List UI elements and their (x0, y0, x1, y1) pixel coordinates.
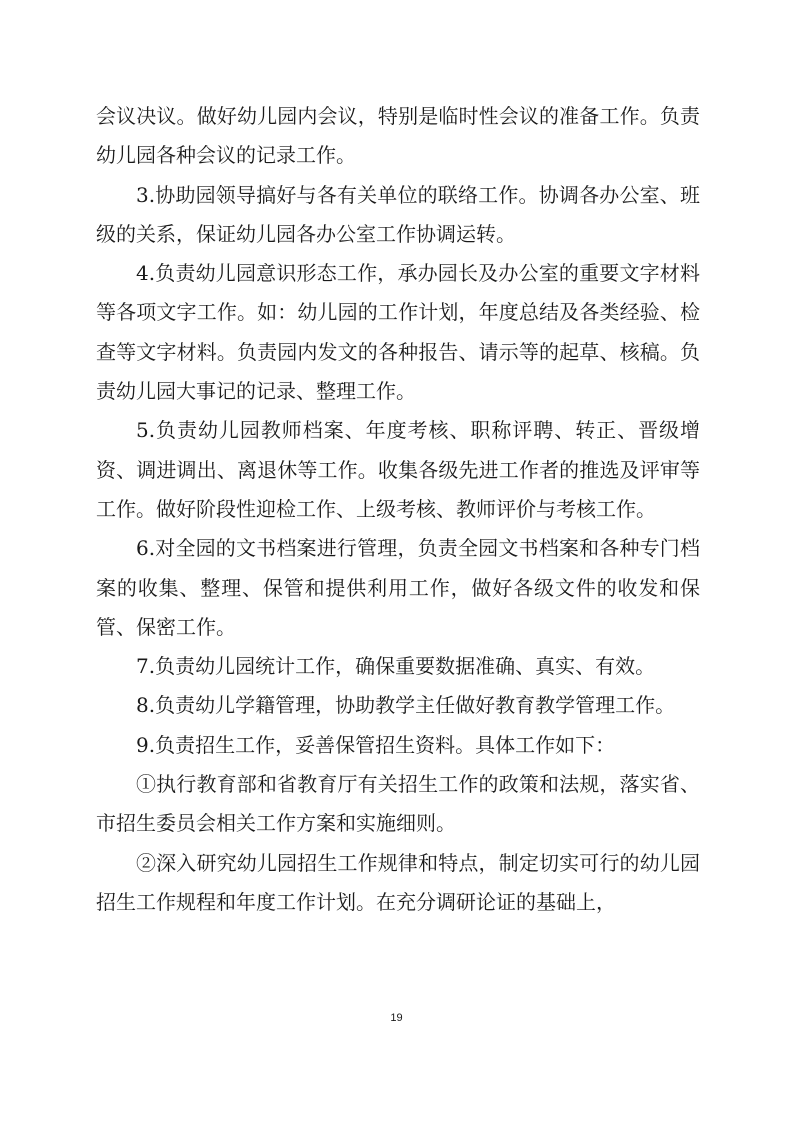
paragraph-item-3: 3.协助园领导搞好与各有关单位的联络工作。协调各办公室、班级的关系，保证幼儿园各办公室工作协调运转。 (96, 182, 700, 246)
paragraph-continuation: 会议决议。做好幼儿园内会议，特别是临时性会议的准备工作。负责幼儿园各种会议的记录工作。 (96, 104, 700, 168)
page-number: 19 (390, 1012, 403, 1024)
paragraph-subitem-1: ①执行教育部和省教育厅有关招生工作的政策和法规，落实省、市招生委员会相关工作方案和实施细则。 (96, 772, 700, 836)
paragraph-subitem-2: ②深入研究幼儿园招生工作规律和特点，制定切实可行的幼儿园招生工作规程和年度工作计划。在充分调研论证的基础上， (96, 850, 700, 914)
paragraph-item-6: 6.对全园的文书档案进行管理，负责全园文书档案和各种专门档案的收集、整理、保管和提供利用工作，做好各级文件的收发和保管、保密工作。 (96, 536, 700, 639)
paragraph-item-8: 8.负责幼儿学籍管理，协助教学主任做好教育教学管理工作。 (136, 693, 676, 718)
paragraph-item-7: 7.负责幼儿园统计工作，确保重要数据准确、真实、有效。 (136, 654, 656, 679)
paragraph-item-9: 9.负责招生工作，妥善保管招生资料。具体工作如下： (136, 732, 616, 757)
paragraph-item-4: 4.负责幼儿园意识形态工作，承办园长及办公室的重要文字材料等各项文字工作。如：幼儿园的工作计划，年度总结及各类经验、检查等文字材料。负责园内发文的各种报告、请示等的起草、核稿。负责幼儿园大事记的记录、整理工作。 (96, 261, 700, 404)
paragraph-item-5: 5.负责幼儿园教师档案、年度考核、职称评聘、转正、晋级增资、调进调出、离退休等工作。收集各级先进工作者的推选及评审等工作。做好阶段性迎检工作、上级考核、教师评价与考核工作。 (96, 418, 700, 521)
body-text (96, 97, 700, 922)
